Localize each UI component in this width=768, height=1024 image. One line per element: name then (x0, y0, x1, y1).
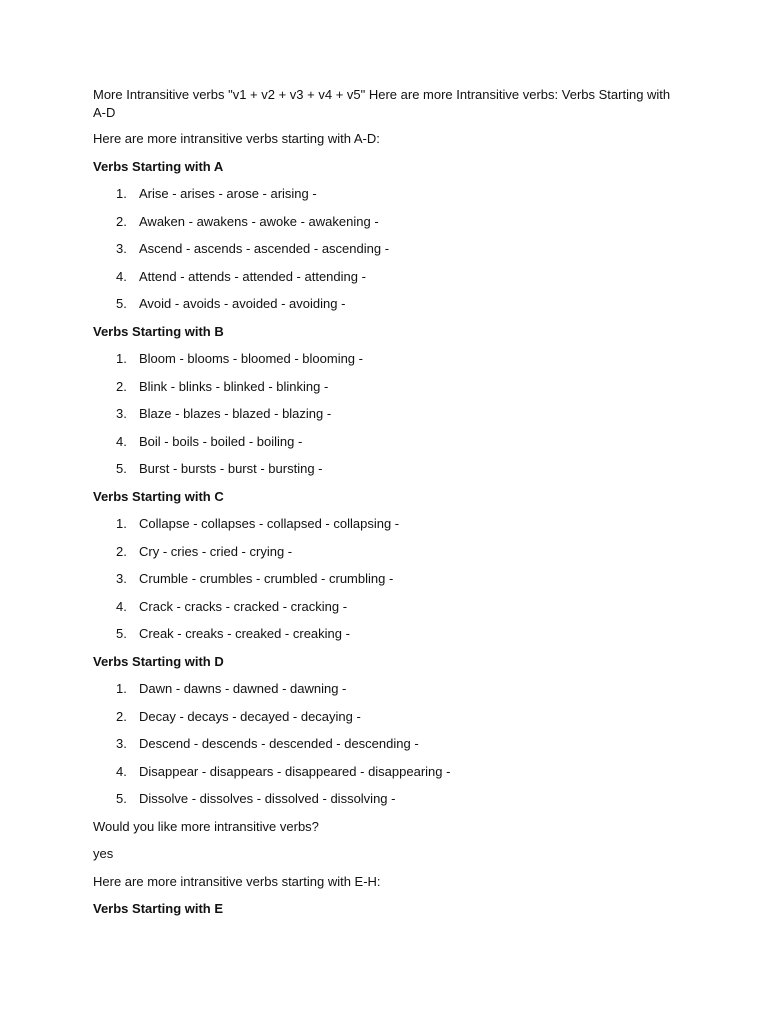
list-number: 3. (116, 241, 127, 256)
list-item (93, 790, 678, 808)
section-heading-a: Verbs Starting with A (93, 158, 224, 174)
list-number: 5. (116, 626, 127, 641)
verb-list-c (93, 515, 678, 643)
list-item (93, 295, 678, 313)
list-number: 4. (116, 598, 127, 614)
list-number: 1. (116, 186, 127, 201)
list-item (93, 185, 678, 203)
list-item-text: Cry - cries - cried - crying - (139, 543, 293, 559)
list-number: 1. (116, 516, 127, 531)
section-heading-d: Verbs Starting with D (93, 653, 224, 669)
list-number: 5. (116, 791, 127, 806)
list-item-text: Bloom - blooms - bloomed - blooming - (139, 351, 363, 366)
list-item-text: Blaze - blazes - blazed - blazing - (139, 406, 332, 421)
list-item-text: Blink - blinks - blinked - blinking - (139, 378, 329, 394)
list-item (93, 240, 678, 258)
question-line: Would you like more intransitive verbs? (93, 818, 319, 834)
list-number: 4. (116, 763, 127, 779)
list-item (93, 515, 678, 533)
list-item-text: Dissolve - dissolves - dissolved - dissolving - (139, 791, 396, 806)
list-item-text: Avoid - avoids - avoided - avoiding - (139, 296, 346, 311)
list-item (93, 708, 678, 726)
list-item-text: Awaken - awakens - awoke - awakening - (139, 213, 379, 229)
list-number: 5. (116, 296, 127, 311)
list-number: 4. (116, 433, 127, 449)
list-number: 3. (116, 406, 127, 421)
answer-line: yes (93, 846, 114, 861)
list-item (93, 433, 678, 451)
list-item-text: Dawn - dawns - dawned - dawning - (139, 681, 347, 696)
list-item (93, 378, 678, 396)
list-number: 2. (116, 213, 127, 229)
list-item-text: Boil - boils - boiled - boiling - (139, 433, 303, 449)
list-number: 1. (116, 681, 127, 696)
list-number: 3. (116, 736, 127, 751)
list-number: 5. (116, 461, 127, 476)
list-item-text: Disappear - disappears - disappeared - disappearing - (139, 763, 451, 779)
list-item (93, 268, 678, 286)
list-number: 4. (116, 268, 127, 284)
list-item-text: Collapse - collapses - collapsed - collapsing - (139, 516, 400, 531)
list-number: 2. (116, 543, 127, 559)
list-item (93, 543, 678, 561)
list-item (93, 735, 678, 753)
list-item (93, 460, 678, 478)
list-item (93, 763, 678, 781)
list-number: 2. (116, 708, 127, 724)
list-number: 3. (116, 571, 127, 586)
list-item (93, 625, 678, 643)
intro-line: Here are more intransitive verbs starting with A-D: (93, 131, 380, 146)
list-item-text: Burst - bursts - burst - bursting - (139, 461, 323, 476)
list-item (93, 213, 678, 231)
list-item (93, 405, 678, 423)
list-item-text: Decay - decays - decayed - decaying - (139, 708, 361, 724)
list-number: 1. (116, 351, 127, 366)
verb-list-b (93, 350, 678, 478)
section-heading-c: Verbs Starting with C (93, 488, 224, 504)
list-number: 2. (116, 378, 127, 394)
list-item-text: Ascend - ascends - ascended - ascending - (139, 241, 390, 256)
section-heading-b: Verbs Starting with B (93, 323, 224, 339)
list-item (93, 570, 678, 588)
list-item-text: Arise - arises - arose - arising - (139, 186, 317, 201)
list-item (93, 598, 678, 616)
list-item-text: Descend - descends - descended - descending - (139, 736, 419, 751)
section-heading-e: Verbs Starting with E (93, 901, 224, 916)
list-item-text: Crumble - crumbles - crumbled - crumbling - (139, 571, 394, 586)
next-intro-line: Here are more intransitive verbs starting with E-H: (93, 873, 381, 889)
verb-list-d (93, 680, 678, 808)
list-item (93, 350, 678, 368)
list-item-text: Attend - attends - attended - attending - (139, 268, 366, 284)
list-item-text: Creak - creaks - creaked - creaking - (139, 626, 350, 641)
intro-title: More Intransitive verbs "v1 + v2 + v3 + v4 + v5" Here are more Intransitive verbs: Verbs Starting with A-D (93, 87, 671, 120)
document-body (93, 86, 678, 928)
verb-list-a (93, 185, 678, 313)
list-item (93, 680, 678, 698)
list-item-text: Crack - cracks - cracked - cracking - (139, 598, 348, 614)
